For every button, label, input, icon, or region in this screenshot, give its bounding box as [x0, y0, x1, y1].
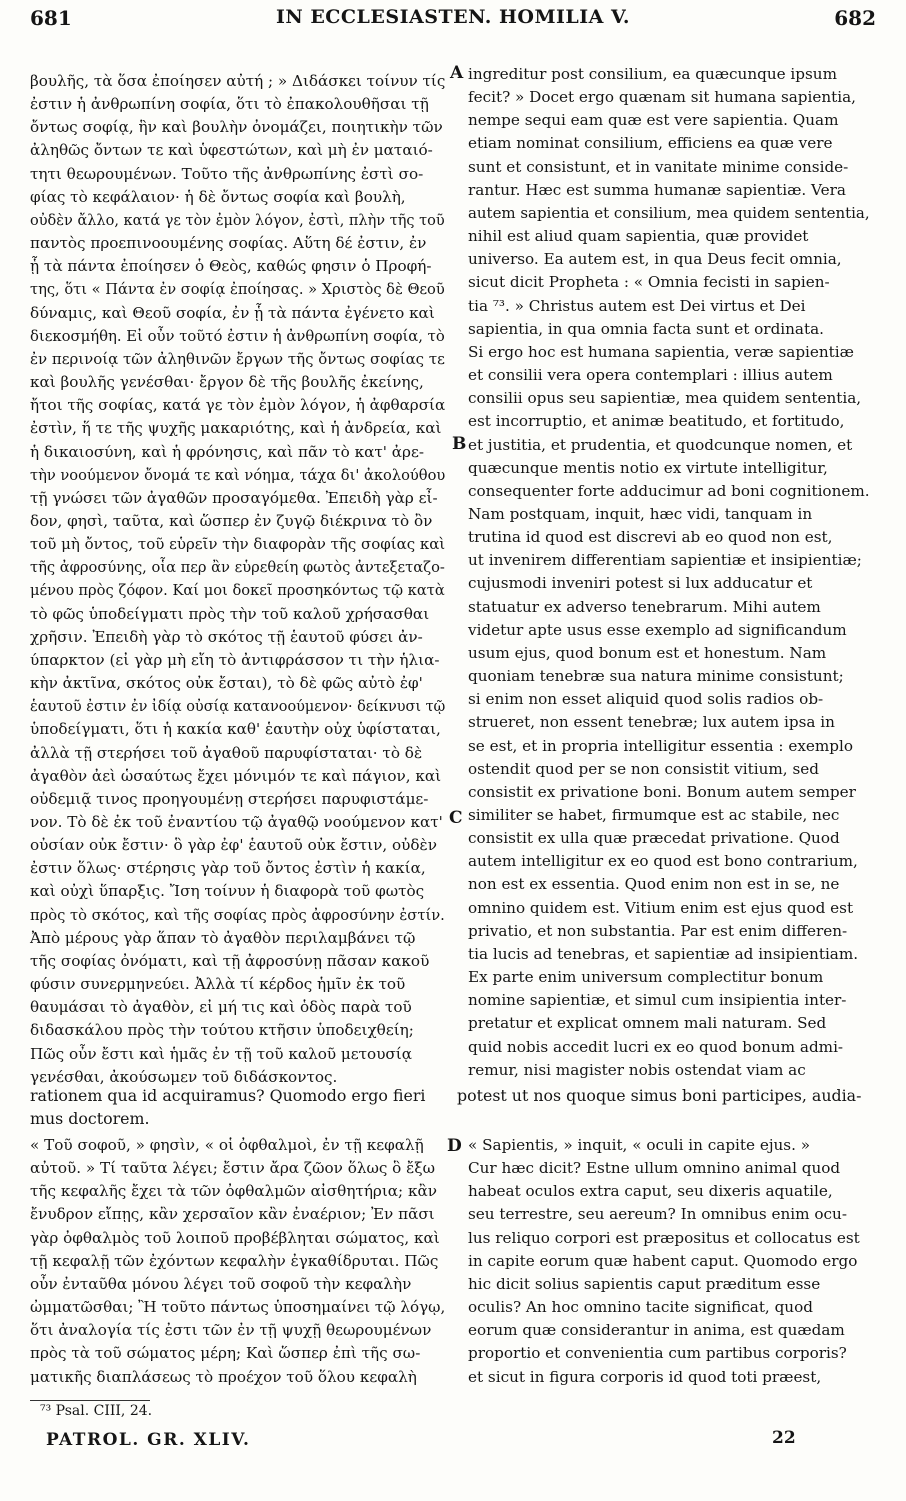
text-line: Nam postquam, inquit, hæc vidi, tanquam in: [468, 504, 813, 523]
text-line: ὅτι ἀναλογία τίς ἐστι τῶν ἐν τῇ ψυχῇ θεωρουμένων: [30, 1321, 432, 1340]
signature-mark: PATROL. GR. XLIV.: [46, 1430, 251, 1450]
text-line: τῆς σοφίας ὀνόματι, καὶ τῇ ἀφροσύνῃ πᾶσαν κακοῦ: [30, 951, 430, 970]
text-line: privatio, et non substantia. Par est enim differen-: [468, 921, 848, 940]
text-line: et consilii vera opera contemplari : illius autem: [468, 366, 833, 385]
text-line: ἐστὶν, ἥ τε τῆς ψυχῆς μακαριότης, καὶ ἡ ἀνδρεία, καὶ: [30, 419, 442, 438]
text-line: remur, nisi magister nobis ostendat viam ac: [468, 1060, 806, 1079]
text-line: lus reliquo corpori est præpositus et collocatus est: [468, 1228, 860, 1247]
text-line: in capite eorum quæ habent caput. Quomodo ergo: [468, 1251, 858, 1270]
text-line: γενέσθαι, ἀκούσωμεν τοῦ διδάσκοντος.: [30, 1067, 338, 1086]
text-line: ut invenirem differentiam sapientiæ et insipientiæ;: [468, 551, 862, 570]
text-line: trutina id quod est discrevi ab eo quod non est,: [468, 528, 833, 547]
text-line: habeat oculos extra caput, seu dixeris aquatile,: [468, 1182, 833, 1201]
text-line: quid nobis accedit lucri ex eo quod bonum admi-: [468, 1037, 844, 1056]
text-line: τῆς κεφαλῆς ἔχει τὰ τῶν ὀφθαλμῶν αἰσθητήρια; κἂν: [30, 1182, 437, 1201]
text-line: Πῶς οὖν ἔστι καὶ ἡμᾶς ἐν τῇ τοῦ καλοῦ μετουσίᾳ: [30, 1044, 413, 1063]
text-line: νον. Τὸ δὲ ἐκ τοῦ ἐναντίου τῷ ἀγαθῷ νοούμενον κατ': [30, 813, 443, 831]
text-line: cujusmodi inveniri potest si lux adducatur et: [468, 574, 813, 593]
page-number-right: 682: [834, 6, 876, 30]
text-line: autem intelligitur ex eo quod est bono contrarium,: [468, 852, 858, 871]
text-line: διεκοσμήθη. Εἰ οὖν τοῦτό ἐστιν ἡ ἀνθρωπίνη σοφία, τὸ: [30, 326, 445, 345]
text-line: γὰρ ὀφθαλμὸς τοῦ λοιποῦ προβέβληται σώματος, καὶ: [30, 1228, 440, 1247]
text-line: nempe sequi eam quæ est vere sapientia. Quam: [468, 111, 839, 130]
text-line: non est ex essentia. Quod enim non est in se, ne: [468, 875, 840, 894]
text-line: nihil est aliud quam sapientia, quæ providet: [468, 227, 809, 246]
text-line: θαυμάσαι τὸ ἀγαθὸν, εἰ μή τις καὶ ὁδὸς παρὰ τοῦ: [30, 998, 412, 1017]
text-line: est incorruptio, et animæ beatitudo, et fortitudo,: [468, 412, 845, 431]
text-line: μένου πρὸς ζόφον. Καί μοι δοκεῖ προσηκόντως τῷ κατὰ: [30, 581, 445, 600]
text-line: rantur. Hæc est summa humanæ sapientiæ. Vera: [468, 180, 846, 199]
text-line: τὴν νοούμενον ὄνομά τε καὶ νόημα, τάχα δι' ἀκολούθου: [30, 465, 446, 484]
margin-letter-c: C: [449, 808, 463, 828]
text-line: της, ὅτι « Πάντα ἐν σοφίᾳ ἐποίησας. » Χριστὸς δὲ Θεοῦ: [30, 280, 445, 299]
sheet-number: 22: [772, 1428, 796, 1448]
text-line: consilii opus seu sapientiæ, mea quidem sententia,: [468, 389, 862, 408]
text-line: οὐσίαν οὐκ ἔστιν· ὃ γὰρ ἐφ' ἑαυτοῦ οὐκ ἔστιν, οὐδὲν: [30, 836, 437, 855]
text-line: πρὸς τὰ τοῦ σώματος μέρη; Καὶ ὥσπερ ἐπὶ τῆς σω-: [30, 1344, 421, 1363]
text-line: universo. Ea autem est, in qua Deus fecit omnia,: [468, 250, 842, 269]
text-line: δον, φησὶ, ταῦτα, καὶ ὥσπερ ἐν ζυγῷ διέκρινα τὸ ὂν: [30, 511, 433, 530]
text-line: ἔνυδρον εἴπῃς, κἂν χερσαῖον κἂν ἐναέριον; Ἐν πᾶσι: [30, 1205, 435, 1224]
text-line: Si ergo hoc est humana sapientia, veræ sapientiæ: [468, 342, 854, 361]
footnote-rule: [30, 1400, 150, 1401]
text-line: omnino quidem est. Vitium enim est ejus quod est: [468, 898, 854, 917]
text-line: ἀγαθὸν ἀεὶ ὡσαύτως ἔχει μόνιμόν τε καὶ πάγιον, καὶ: [30, 766, 442, 785]
text-line: similiter se habet, firmumque est ac stabile, nec: [468, 806, 840, 824]
text-line: ὄντως σοφίᾳ, ἣν καὶ βουλὴν ὀνομάζει, ποιητικὴν τῶν: [30, 118, 443, 137]
text-line: ματικῆς διαπλάσεως τὸ προέχον τοῦ ὅλου κεφαλὴ: [30, 1367, 417, 1386]
text-line: δύναμις, καὶ Θεοῦ σοφία, ἐν ᾗ τὰ πάντα ἐγένετο καὶ: [30, 303, 435, 322]
running-header: [30, 6, 876, 46]
running-title: IN ECCLESIASTEN. HOMILIA V.: [275, 6, 631, 28]
text-line: sunt et consistunt, et in vanitate minime conside-: [468, 157, 849, 176]
text-line: τῆς ἀφροσύνης, οἷα περ ἂν εὑρεθείη φωτὸς ἀντεξεταζο-: [30, 558, 445, 577]
text-line: ingreditur post consilium, ea quæcunque ipsum: [468, 65, 837, 83]
text-line: διδασκάλου πρὸς τὴν τούτου κτῆσιν ὑποδειχθείη;: [30, 1021, 414, 1040]
text-line: rationem qua id acquiramus? Quomodo ergo fieri: [30, 1086, 426, 1105]
text-line: pretatur et explicat omnem mali naturam. Sed: [468, 1014, 827, 1033]
text-line: Ex parte enim universum complectitur bonum: [468, 968, 824, 987]
text-line: consequenter forte adducimur ad boni cognitionem.: [468, 481, 870, 500]
text-line: se est, et in propria intelligitur essentia : exemplo: [468, 736, 854, 755]
text-line: πρὸς τὸ σκότος, καὶ τῆς σοφίας πρὸς ἀφροσύνην ἐστίν.: [30, 905, 445, 924]
text-line: fecit? » Docet ergo quænam sit humana sapientia,: [468, 88, 857, 107]
text-line: ύπαρκτον (εἰ γὰρ μὴ εἴη τὸ ἀντιφράσσον τι τὴν ἡλια-: [30, 650, 440, 669]
text-line: potest ut nos quoque simus boni participes, audia-: [457, 1086, 862, 1105]
text-line: etiam nominat consilium, efficiens ea quæ vere: [468, 134, 833, 153]
text-line: παντὸς προεπινοουμένης σοφίας. Αὕτη δέ ἐστιν, ἐν: [30, 234, 427, 253]
text-line: ἐστιν ὅλως· στέρησις γὰρ τοῦ ὄντος ἐστὶν ἡ κακία,: [30, 859, 426, 878]
text-line: ostendit quod per se non consistit vitium, sed: [468, 759, 819, 778]
text-line: τὸ φῶς ὑποδείγματι πρὸς τὴν τοῦ καλοῦ χρήσασθαι: [30, 604, 430, 623]
footnote: ⁷³ Psal. CIII, 24.: [40, 1403, 153, 1419]
text-line: οὐδὲν ἄλλο, κατά γε τὸν ἐμὸν λόγον, ἐστὶ, πλὴν τῆς τοῦ: [30, 210, 445, 229]
text-line: si enim non esset aliquid quod solis radios ob-: [468, 690, 824, 709]
text-line: ἐν περινοίᾳ τῶν ἀληθινῶν ἔργων τῆς ὄντως σοφίας τε: [30, 349, 445, 368]
margin-letter-b: B: [452, 434, 467, 454]
text-line: τῇ κεφαλῇ τῶν ἐχόντων κεφαλὴν ἐγκαθίδρυται. Πῶς: [30, 1251, 439, 1270]
text-line: tia ⁷³. » Christus autem est Dei virtus et Dei: [468, 296, 806, 315]
text-line: τῇ γνώσει τῶν ἀγαθῶν προσαγόμεθα. Ἐπειδὴ γὰρ εἶ-: [30, 488, 438, 507]
text-line: τητι θεωρουμένων. Τοῦτο τῆς ἀνθρωπίνης ἐστὶ σο-: [30, 164, 424, 183]
text-line: eorum quæ considerantur in anima, est quædam: [468, 1321, 845, 1340]
text-line: nomine sapientiæ, et simul cum insipientia inter-: [468, 991, 847, 1010]
text-line: κὴν ἀκτῖνα, σκότος οὐκ ἔσται), τὸ δὲ φῶς αὐτὸ ἐφ': [30, 674, 423, 693]
latin-column-top: [468, 63, 870, 1082]
text-line: « Sapientis, » inquit, « oculi in capite ejus. »: [468, 1136, 811, 1154]
greek-column-bottom: [30, 1134, 445, 1389]
text-line: consistit ex privatione boni. Bonum autem semper: [468, 782, 856, 801]
text-line: Ἀπὸ μέρους γὰρ ἅπαν τὸ ἀγαθὸν περιλαμβάνει τῷ: [30, 928, 416, 947]
text-line: statuatur ex adverso tenebrarum. Mihi autem: [468, 597, 821, 616]
text-line: sapientia, in qua omnia facta sunt et ordinata.: [468, 319, 824, 338]
text-line: ὠμματῶσθαι; Ἢ τοῦτο πάντως ὑποσημαίνει τῷ λόγῳ,: [30, 1298, 446, 1317]
text-line: οὐδεμιᾷ τινος προηγουμένῃ στερήσει παρυφιστάμε-: [30, 789, 429, 808]
text-line: strueret, non essent tenebræ; lux autem ipsa in: [468, 713, 835, 732]
text-line: φίας τὸ κεφάλαιον· ἡ δὲ ὄντως σοφία καὶ βουλὴ,: [30, 187, 406, 206]
text-line: ὑποδείγματι, ὅτι ἡ κακία καθ' ἑαυτὴν οὐχ ὑφίσταται,: [30, 720, 441, 739]
text-line: oculis? An hoc omnino tacite significat, quod: [468, 1298, 813, 1317]
greek-column-top: [30, 70, 445, 1089]
text-line: καὶ βουλῆς γενέσθαι· ἔργον δὲ τῆς βουλῆς ἐκείνης,: [30, 373, 424, 392]
text-line: αὐτοῦ. » Τί ταῦτα λέγει; ἔστιν ἄρα ζῶον ὅλως ὃ ἔξω: [30, 1159, 436, 1178]
text-line: χρῆσιν. Ἐπειδὴ γὰρ τὸ σκότος τῇ ἑαυτοῦ φύσει ἀν-: [30, 627, 423, 646]
text-line: ἑαυτοῦ ἐστιν ἐν ἰδίᾳ οὐσίᾳ κατανοούμενον· δείκνυσι τῷ: [30, 697, 446, 716]
text-line: et sicut in figura corporis id quod toti præest,: [468, 1367, 822, 1386]
latin-overrun-left: [30, 1084, 450, 1130]
text-line: ἡ δικαιοσύνη, καὶ ἡ φρόνησις, καὶ πᾶν τὸ κατ' ἀρε-: [30, 442, 424, 461]
text-line: ἀλλὰ τῇ στερήσει τοῦ ἀγαθοῦ παρυφίσταται· τὸ δὲ: [30, 743, 423, 762]
text-line: « Τοῦ σοφοῦ, » φησὶν, « οἱ ὀφθαλμοὶ, ἐν τῇ κεφαλῇ: [30, 1136, 424, 1154]
text-line: proportio et convenientia cum partibus corporis?: [468, 1344, 847, 1363]
text-line: ἤτοι τῆς σοφίας, κατά γε τὸν ἐμὸν λόγον, ἡ ἀφθαρσία: [30, 396, 446, 415]
margin-letter-d: D: [447, 1136, 462, 1156]
text-line: usum ejus, quod bonum est et honestum. Nam: [468, 643, 827, 662]
text-line: τοῦ μὴ ὄντος, τοῦ εὑρεῖν τὴν διαφορὰν τῆς σοφίας καὶ: [30, 535, 446, 554]
text-line: quæcunque mentis notio ex virtute intelligitur,: [468, 458, 828, 477]
text-line: seu terrestre, seu aereum? In omnibus enim ocu-: [468, 1205, 847, 1224]
latin-overrun-right: [457, 1084, 877, 1107]
text-line: autem sapientia et consilium, mea quidem sententia,: [468, 203, 870, 222]
text-line: sicut dicit Propheta : « Omnia fecisti in sapien-: [468, 273, 830, 292]
text-line: et justitia, et prudentia, et quodcunque nomen, et: [468, 435, 853, 454]
text-line: φύσιν συνερμηνεύει. Ἀλλὰ τί κέρδος ἡμῖν ἐκ τοῦ: [30, 975, 406, 994]
text-line: mus doctorem.: [30, 1109, 150, 1128]
text-line: consistit ex ulla quæ præcedat privatione. Quod: [468, 829, 840, 848]
page-number-left: 681: [30, 6, 72, 30]
text-line: οὖν ἐνταῦθα μόνου λέγει τοῦ σοφοῦ τὴν κεφαλὴν: [30, 1274, 412, 1293]
text-line: βουλῆς, τὰ ὅσα ἐποίησεν αὐτή ; » Διδάσκει τοίνυν τίς: [30, 72, 446, 90]
latin-column-bottom: [468, 1134, 870, 1389]
text-line: καὶ οὐχὶ ὕπαρξις. Ἴση τοίνυν ἡ διαφορὰ τοῦ φωτὸς: [30, 882, 425, 901]
text-line: Cur hæc dicit? Estne ullum omnino animal quod: [468, 1159, 841, 1178]
text-line: videtur apte usus esse exemplo ad significandum: [468, 620, 847, 639]
text-line: tia lucis ad tenebras, et sapientiæ ad insipientiam.: [468, 944, 859, 963]
text-line: ᾗ τὰ πάντα ἐποίησεν ὁ Θεὸς, καθώς φησιν ὁ Προφή-: [30, 257, 432, 276]
text-line: quoniam tenebræ sua natura minime consistunt;: [468, 667, 844, 686]
text-line: hic dicit solius sapientis caput præditum esse: [468, 1274, 821, 1293]
text-line: ἐστιν ἡ ἀνθρωπίνη σοφία, ὅτι τὸ ἐπακολουθῆσαι τῇ: [30, 95, 429, 114]
margin-letter-a: A: [450, 63, 464, 83]
text-line: ἀληθῶς ὄντων τε καὶ ὑφεστώτων, καὶ μὴ ἐν ματαιό-: [30, 141, 433, 160]
